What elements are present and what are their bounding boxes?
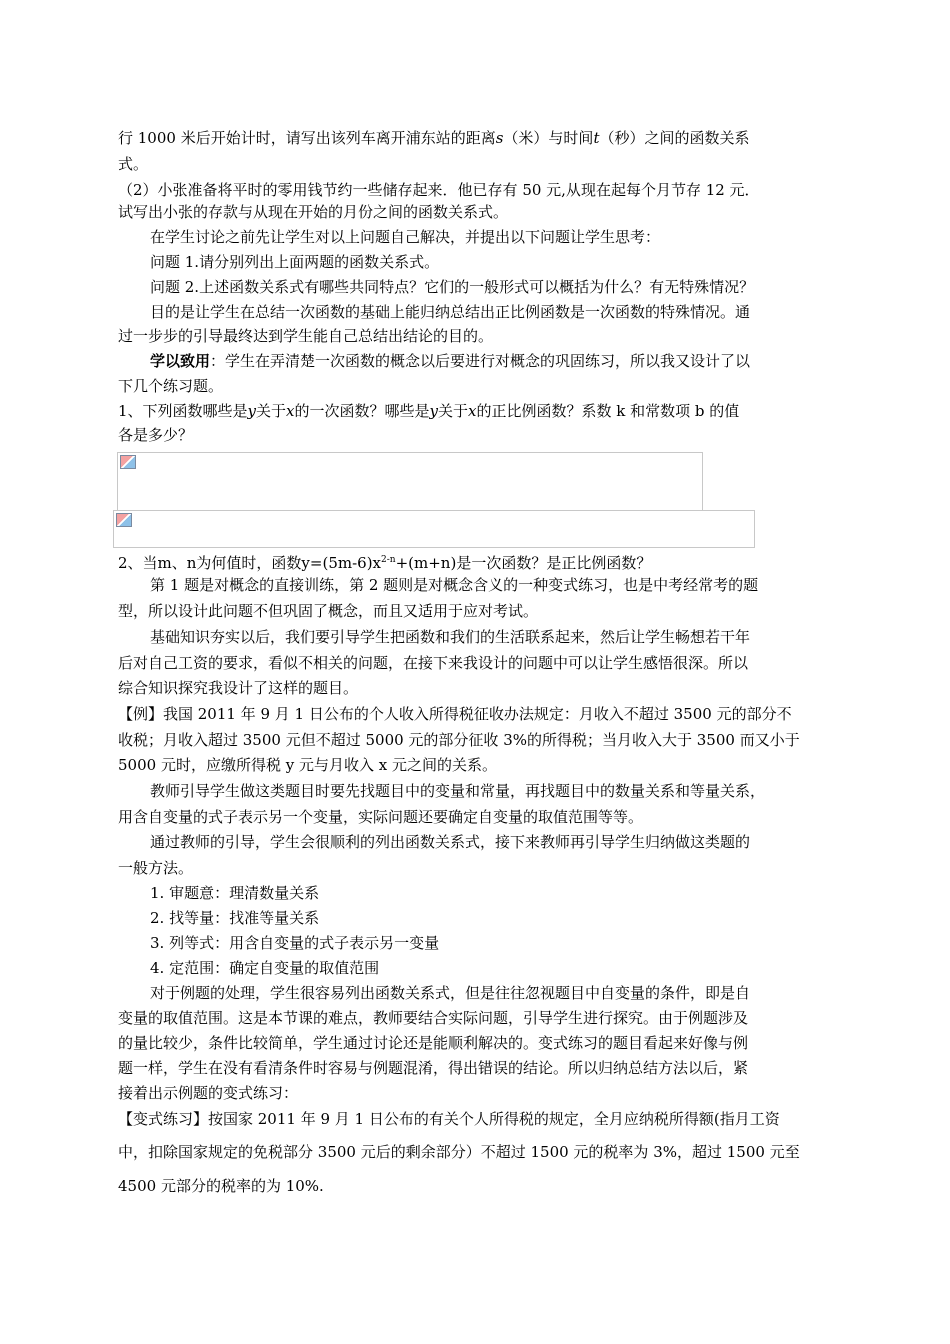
text-line: 教师引导学生做这类题目时要先找题目中的变量和常量，再找题目中的数量关系和等量关系， xyxy=(150,782,766,800)
text-line: 过一步步的引导最终达到学生能自己总结出结论的目的。 xyxy=(118,327,494,345)
text-line: 问题 2.上述函数关系式有哪些共同特点？它们的一般形式可以概括为什么？有无特殊情况？ xyxy=(150,278,755,296)
text-line: 一般方法。 xyxy=(118,859,194,877)
text-line: 【例】我国 2011 年 9 月 1 日公布的个人收入所得税征收办法规定：月收入不超过 3500 元的部分不 xyxy=(118,705,792,723)
text-line: 下几个练习题。 xyxy=(118,377,224,395)
text-line: 行 1000 米后开始计时，请写出该列车离开浦东站的距离s（米）与时间t（秒）之间的函数关系 xyxy=(118,129,750,147)
text-line: 题一样，学生在没有看清条件时容易与例题混淆，得出错误的结论。所以归纳总结方法以后，紧 xyxy=(118,1059,749,1077)
text-line: 【变式练习】按国家 2011 年 9 月 1 日公布的有关个人所得税的规定，全月应纳税所得额(指月工资 xyxy=(118,1110,780,1128)
text-line: 型，所以设计此问题不但巩固了概念，而且又适用于应对考试。 xyxy=(118,602,539,620)
list-item: 1. 审题意：理清数量关系 xyxy=(150,884,320,902)
image-placeholder xyxy=(117,452,703,516)
text-line: 1、下列函数哪些是y关于x的一次函数？哪些是y关于x的正比例函数？系数 k 和常数项 b 的值 xyxy=(118,402,740,420)
text-line: （2）小张准备将平时的零用钱节约一些储存起来．他已存有 50 元,从现在起每个月节存 12 元． xyxy=(118,181,760,199)
text-line: 问题 1.请分别列出上面两题的函数关系式。 xyxy=(150,253,440,271)
text-line: 式。 xyxy=(118,155,149,173)
text-line: 2、当m、n为何值时，函数$y=(5m-6)x^{2-n}+(m+n)$是一次函数？是正比例函数？ xyxy=(118,554,652,572)
text-line: 用含自变量的式子表示另一个变量，实际问题还要确定自变量的取值范围等等。 xyxy=(118,808,644,826)
text-line: 综合知识探究我设计了这样的题目。 xyxy=(118,679,359,697)
text-line: 试写出小张的存款与从现在开始的月份之间的函数关系式。 xyxy=(118,203,509,221)
text-line: 后对自己工资的要求，看似不相关的问题，在接下来我设计的问题中可以让学生感悟很深。所以 xyxy=(118,654,749,672)
text-line: 4500 元部分的税率的为 10%. xyxy=(118,1177,324,1195)
text-line: 5000 元时，应缴所得税 y 元与月收入 x 元之间的关系。 xyxy=(118,756,497,774)
section-heading: 学以致用 xyxy=(150,352,211,370)
text-line: 在学生讨论之前先让学生对以上问题自己解决，并提出以下问题让学生思考： xyxy=(150,228,661,246)
list-item: 3. 列等式：用含自变量的式子表示另一变量 xyxy=(150,934,440,952)
image-placeholder xyxy=(113,510,755,548)
text-line: 接着出示例题的变式练习： xyxy=(118,1084,299,1102)
text-line: 学以致用：学生在弄清楚一次函数的概念以后要进行对概念的巩固练习，所以我又设计了以 xyxy=(150,352,751,370)
text-line: 的量比较少，条件比较简单，学生通过讨论还是能顺利解决的。变式练习的题目看起来好像与例 xyxy=(118,1034,749,1052)
text-line: 中，扣除国家规定的免税部分 3500 元后的剩余部分）不超过 1500 元的税率为 3%，超过 1500 元至 xyxy=(118,1143,800,1161)
list-item: 4. 定范围：确定自变量的取值范围 xyxy=(150,959,380,977)
text-line: 变量的取值范围。这是本节课的难点，教师要结合实际问题，引导学生进行探究。由于例题涉及 xyxy=(118,1009,749,1027)
text-line: 第 1 题是对概念的直接训练，第 2 题则是对概念含义的一种变式练习，也是中考经常考的题 xyxy=(150,576,759,594)
list-item: 2. 找等量：找准等量关系 xyxy=(150,909,320,927)
text-line: 基础知识夯实以后，我们要引导学生把函数和我们的生活联系起来，然后让学生畅想若干年 xyxy=(150,628,751,646)
text-line: 各是多少？ xyxy=(118,426,194,444)
broken-image-icon xyxy=(120,455,136,469)
text-line: 通过教师的引导，学生会很顺利的列出函数关系式，接下来教师再引导学生归纳做这类题的 xyxy=(150,833,751,851)
broken-image-icon xyxy=(116,513,132,527)
text-line: 目的是让学生在总结一次函数的基础上能归纳总结出正比例函数是一次函数的特殊情况。通 xyxy=(150,303,751,321)
text-line: 对于例题的处理，学生很容易列出函数关系式，但是往往忽视题目中自变量的条件，即是自 xyxy=(150,984,751,1002)
text-line: 收税；月收入超过 3500 元但不超过 5000 元的部分征收 3%的所得税；当月收入大于 3500 而又小于 xyxy=(118,731,800,749)
